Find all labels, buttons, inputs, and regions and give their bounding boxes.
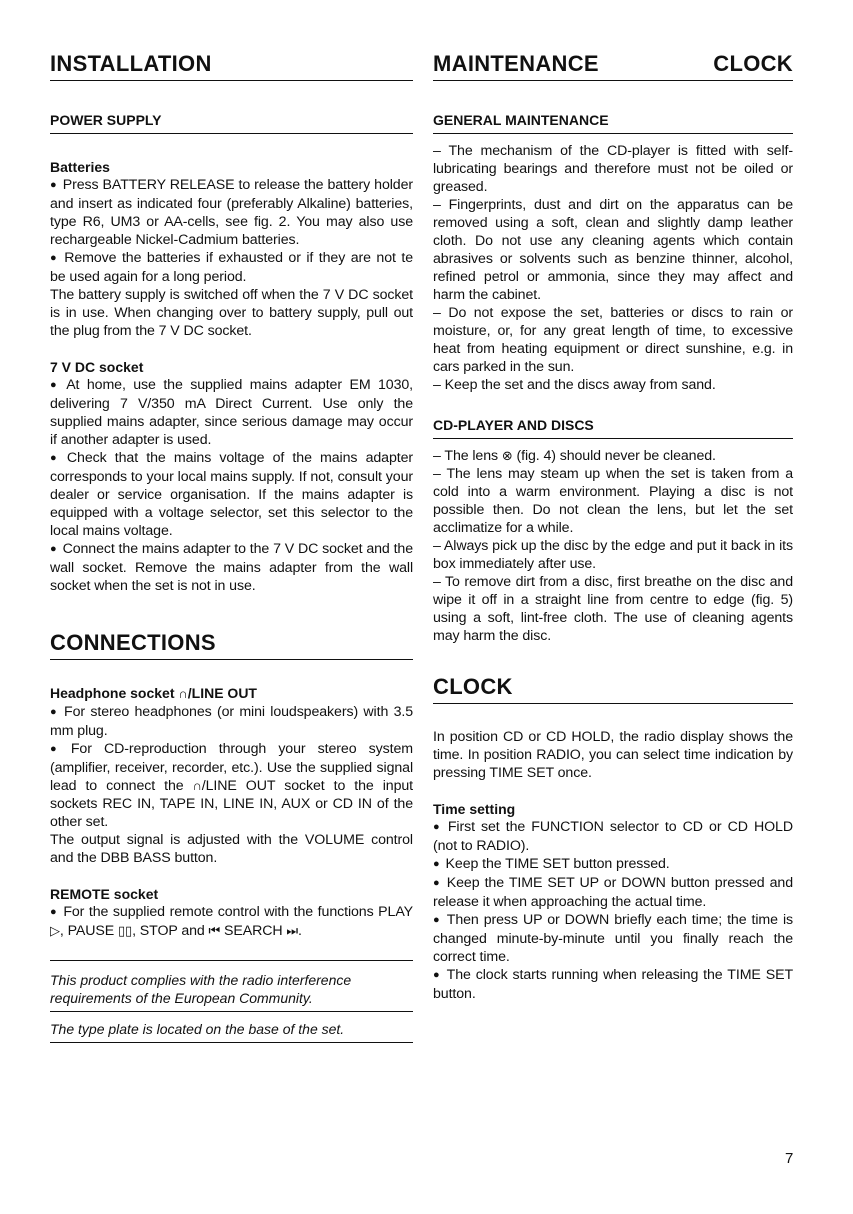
remote-text-mid3: SEARCH: [220, 923, 287, 939]
notice-type-plate: The type plate is located on the base of the set.: [50, 1021, 345, 1037]
headphone-icon: ∩: [178, 686, 188, 701]
installation-title: INSTALLATION: [50, 50, 413, 81]
headphone-bullet-1: ● For stereo headphones (or mini loudspeakers) with 3.5 mm plug.: [50, 703, 413, 740]
cd-item: – Always pick up the disc by the edge and put it back in its box immediately after use.: [433, 538, 793, 572]
dc-socket-bullet-1: ● At home, use the supplied mains adapter EM 1030, delivering 7 V/350 mA Direct Current. Use only the supplied mains adapter, since serious damage may occur if another adapter is used.: [50, 376, 413, 449]
time-setting-item: ● First set the FUNCTION selector to CD or CD HOLD (not to RADIO).: [433, 818, 793, 855]
dc-socket-bullet-2: ● Check that the mains voltage of the mains adapter corresponds to your local mains supply. If not, consult your dealer or service organisation. If the mains adapter is equipped with a voltage selector, set this selector to the local mains voltage.: [50, 449, 413, 540]
time-setting-item: ● The clock starts running when releasing the TIME SET button.: [433, 966, 793, 1003]
time-setting-item: ● Keep the TIME SET UP or DOWN button pressed and release it when approaching the actual time.: [433, 874, 793, 911]
gm-item: – Fingerprints, dust and dirt on the apparatus can be removed using a soft, clean and slightly damp leather cloth. Do not use any cleaning agents which contain abrasives or solvents such as benzine thinner, alcohol, refined petrol or ammonia, since they may affect and harm the cabinet.: [433, 197, 793, 303]
cd-item: – To remove dirt from a disc, first breathe on the disc and wipe it off in a straight line from centre to edge (fig. 5) using a soft, lint-free cloth. The use of cleaning agents may harm the disc.: [433, 574, 793, 644]
batteries-heading: Batteries: [50, 159, 110, 175]
headphone-heading: [50, 684, 413, 703]
headphone-heading-pre: Headphone socket: [50, 685, 179, 701]
cd-item-lens: [433, 447, 793, 465]
pause-icon: ▯▯: [117, 923, 133, 938]
headphone-icon: ∩: [192, 778, 202, 793]
cd-item: – The lens may steam up when the set is taken from a cold into a warm environment. Playing a disc is not possible then. Do not clean the lens, but let the set acclimatize for a while.: [433, 466, 793, 536]
remote-heading: REMOTE socket: [50, 886, 159, 902]
clock-title-top: CLOCK: [713, 51, 793, 76]
clock-intro: In position CD or CD HOLD, the radio display shows the time. In position RADIO, you can select time indication by pressing TIME SET once.: [433, 729, 793, 781]
notice-divider: [50, 1042, 413, 1043]
clock-title: CLOCK: [433, 673, 793, 704]
previous-icon: ⏮: [208, 923, 221, 938]
lens-icon: ⊗: [501, 448, 513, 463]
remote-text-end: .: [297, 923, 302, 939]
dc-socket-bullet-3: ● Connect the mains adapter to the 7 V DC socket and the wall socket. Remove the mains adapter from the wall socket when the set is not in use.: [50, 540, 413, 595]
headphone-bullet-2-pre: For CD-reproduction through your stereo system (amplifier, receiver, recorder, etc.). Use the supplied signal lead to connect the: [50, 741, 413, 794]
remote-text-mid1: , PAUSE: [59, 923, 118, 939]
gm-item: – Keep the set and the discs away from sand.: [433, 377, 716, 393]
headphone-bullet-2: [50, 740, 413, 831]
maintenance-title: MAINTENANCE: [433, 51, 599, 76]
cd-item-lens-post: (fig. 4) should never be cleaned.: [512, 448, 716, 464]
headphone-bullet-2-post: /LINE OUT socket to the input sockets REC IN, TAPE IN, LINE IN, AUX or CD IN of the other set.: [50, 778, 413, 830]
next-icon: ⏭: [286, 923, 298, 938]
headphone-heading-post: /LINE OUT: [187, 685, 257, 701]
remote-text-pre: For the supplied remote control with the functions PLAY: [63, 904, 413, 920]
batteries-paragraph: The battery supply is switched off when the 7 V DC socket is in use. When changing over to battery supply, pull out the plug from the 7 V DC socket.: [50, 287, 413, 339]
time-setting-item: ● Keep the TIME SET button pressed.: [433, 855, 793, 874]
general-maintenance-heading: GENERAL MAINTENANCE: [433, 111, 793, 134]
batteries-bullet-2: ● Remove the batteries if exhausted or if they are not te be used again for a long period.: [50, 249, 413, 286]
remote-bullet-1: [50, 903, 413, 940]
time-setting-heading: Time setting: [433, 801, 516, 817]
play-icon: ▷: [50, 923, 60, 938]
left-column: [50, 50, 413, 1043]
dc-socket-heading: 7 V DC socket: [50, 359, 144, 375]
connections-title: CONNECTIONS: [50, 629, 413, 660]
gm-item: – Do not expose the set, batteries or discs to rain or moisture, or, for any great length of time, to excessive heat from heating equipment or direct sunshine, e.g. in cars parked in the sun.: [433, 305, 793, 375]
remote-text-mid2: , STOP and: [132, 923, 209, 939]
headphone-paragraph: The output signal is adjusted with the VOLUME control and the DBB BASS button.: [50, 832, 413, 866]
gm-item: – The mechanism of the CD-player is fitted with self-lubricating bearings and therefore must not be oiled or greased.: [433, 143, 793, 195]
time-setting-item: ● Then press UP or DOWN briefly each time; the time is changed minute-by-minute until you finally reach the correct time.: [433, 911, 793, 966]
cd-player-heading: CD-PLAYER AND DISCS: [433, 416, 793, 439]
right-title-bar: [433, 50, 793, 81]
batteries-bullet-1: ● Press BATTERY RELEASE to release the battery holder and insert as indicated four (preferably Alkaline) batteries, type R6, UM3 or AA-cells, see fig. 2. You may also use rechargeable Nickel-Cadmium batteries.: [50, 176, 413, 249]
right-column: [433, 50, 793, 1003]
notice-compliance: This product complies with the radio interference requirements of the European Community.: [50, 972, 352, 1006]
cd-item-lens-pre: – The lens: [433, 448, 502, 464]
power-supply-heading: POWER SUPPLY: [50, 111, 413, 134]
page-number: 7: [785, 1150, 794, 1167]
